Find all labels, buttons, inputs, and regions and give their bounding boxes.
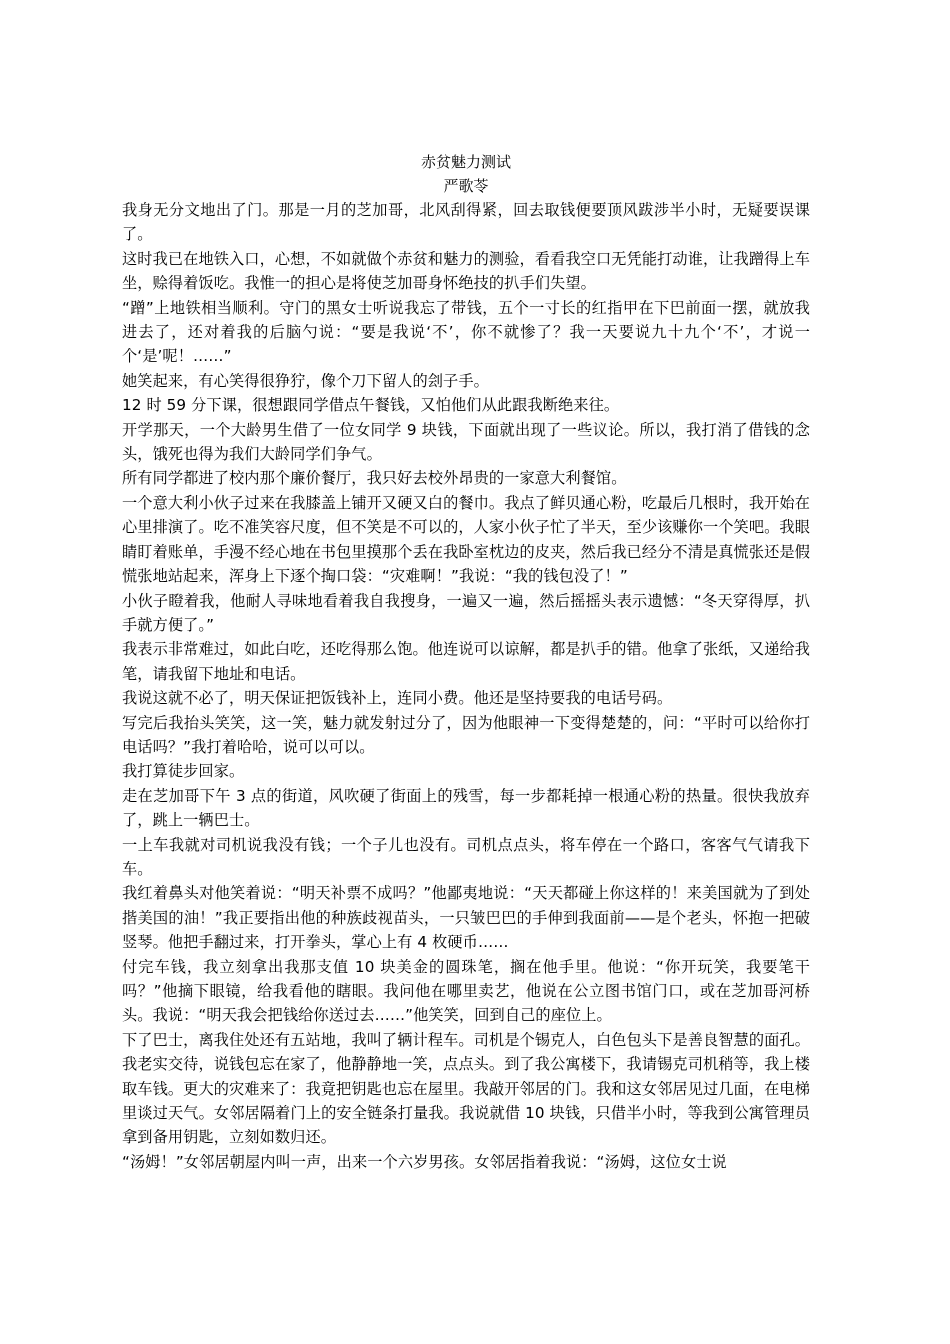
document-title: 赤贫魅力测试 <box>420 153 511 171</box>
paragraph: 我红着鼻头对他笑着说：“明天补票不成吗？”他鄙夷地说：“天天都碰上你这样的！来美国就为了到处揩美国的油！”我正要指出他的种族歧视苗头，一只皱巴巴的手伸到我面前——是个老头，怀抱一把破竖琴。他把手翻过来，打开拳头，掌心上有 4 枚硬币…… <box>122 884 810 952</box>
paragraph: 一上车我就对司机说我没有钱；一个子儿也没有。司机点点头，将车停在一个路口，客客气气请我下车。 <box>122 835 810 878</box>
paragraph: 下了巴士，离我住处还有五站地，我叫了辆计程车。司机是个锡克人，白色包头下是善良智慧的面孔。我老实交待，说钱包忘在家了，他静静地一笑，点点头。到了我公寓楼下，我请锡克司机稍等，我上楼取车钱。更大的灾难来了：我竟把钥匙也忘在屋里。我敲开邻居的门。我和这女邻居见过几面，在电梯里谈过天气。女邻居隔着门上的安全链条打量我。我说就借 10 块钱，只借半小时，等我到公寓管理员拿到备用钥匙，立刻如数归还。 <box>122 1030 810 1147</box>
document-page <box>122 150 810 1174</box>
paragraph: “汤姆！”女邻居朝屋内叫一声，出来一个六岁男孩。女邻居指着我说：“汤姆，这位女士说 <box>122 1152 727 1171</box>
paragraph: 我说这就不必了，明天保证把饭钱补上，连同小费。他还是坚持要我的电话号码。 <box>122 689 673 708</box>
paragraph: 付完车钱，我立刻拿出我那支值 10 块美金的圆珠笔，搁在他手里。他说：“你开玩笑，我要笔干吗？”他摘下眼镜，给我看他的瞎眼。我问他在哪里卖艺，他说在公立图书馆门口，或在芝加哥河桥头。我说：“明天我会把钱给你送过去……”他笑笑，回到自己的座位上。 <box>122 957 810 1025</box>
paragraph: 12 时 59 分下课，很想跟同学借点午餐钱，又怕他们从此跟我断绝来往。 <box>122 396 620 415</box>
paragraph: 开学那天，一个大龄男生借了一位女同学 9 块钱，下面就出现了一些议论。所以，我打消了借钱的念头，饿死也得为我们大龄同学们争气。 <box>122 420 810 464</box>
paragraph: 我身无分文地出了门。那是一月的芝加哥，北风刮得紧，回去取钱便要顶风跋涉半小时，无疑要误课了。 <box>122 201 810 244</box>
paragraph: 这时我已在地铁入口，心想，不如就做个赤贫和魅力的测验，看看我空口无凭能打动谁，让我蹭得上车坐，赊得着饭吃。我惟一的担心是将使芝加哥身怀绝技的扒手们失望。 <box>122 249 810 293</box>
paragraph: “蹭”上地铁相当顺利。守门的黑女士听说我忘了带钱，五个一寸长的红指甲在下巴前面一摆，就放我进去了，还对着我的后脑勺说：“要是我说‘不’，你不就惨了？我一天要说九十九个‘不’，才说一个‘是’呢！……” <box>122 298 810 366</box>
paragraph: 所有同学都进了校内那个廉价餐厅，我只好去校外昂贵的一家意大利餐馆。 <box>122 469 627 488</box>
document-author: 严歌苓 <box>443 177 489 195</box>
paragraph: 她笑起来，有心笑得很狰狞，像个刀下留人的刽子手。 <box>122 371 489 390</box>
paragraph: 写完后我抬头笑笑，这一笑，魅力就发射过分了，因为他眼神一下变得楚楚的，问：“平时可以给你打电话吗？”我打着哈哈，说可以可以。 <box>122 713 810 756</box>
paragraph: 走在芝加哥下午 3 点的街道，风吹硬了街面上的残雪，每一步都耗掉一根通心粉的热量。很快我放弃了，跳上一辆巴士。 <box>122 786 810 830</box>
paragraph: 我打算徒步回家。 <box>122 762 245 781</box>
paragraph: 一个意大利小伙子过来在我膝盖上铺开又硬又白的餐巾。我点了鲜贝通心粉，吃最后几根时，我开始在心里排演了。吃不准笑容尺度，但不笑是不可以的，人家小伙子忙了半天，至少该赚你一个笑吧。我眼睛盯着账单，手漫不经心地在书包里摸那个丢在我卧室枕边的皮夹，然后我已经分不清是真慌张还是假慌张地站起来，浑身上下逐个掏口袋：“灾难啊！”我说：“我的钱包没了！” <box>122 493 810 586</box>
paragraph: 我表示非常难过，如此白吃，还吃得那么饱。他连说可以谅解，都是扒手的错。他拿了张纸，又递给我笔，请我留下地址和电话。 <box>122 640 810 683</box>
paragraph: 小伙子瞪着我，他耐人寻味地看着我自我搜身，一遍又一遍，然后摇摇头表示遗憾：“冬天穿得厚，扒手就方便了。” <box>122 591 810 634</box>
document-body <box>122 198 810 1174</box>
